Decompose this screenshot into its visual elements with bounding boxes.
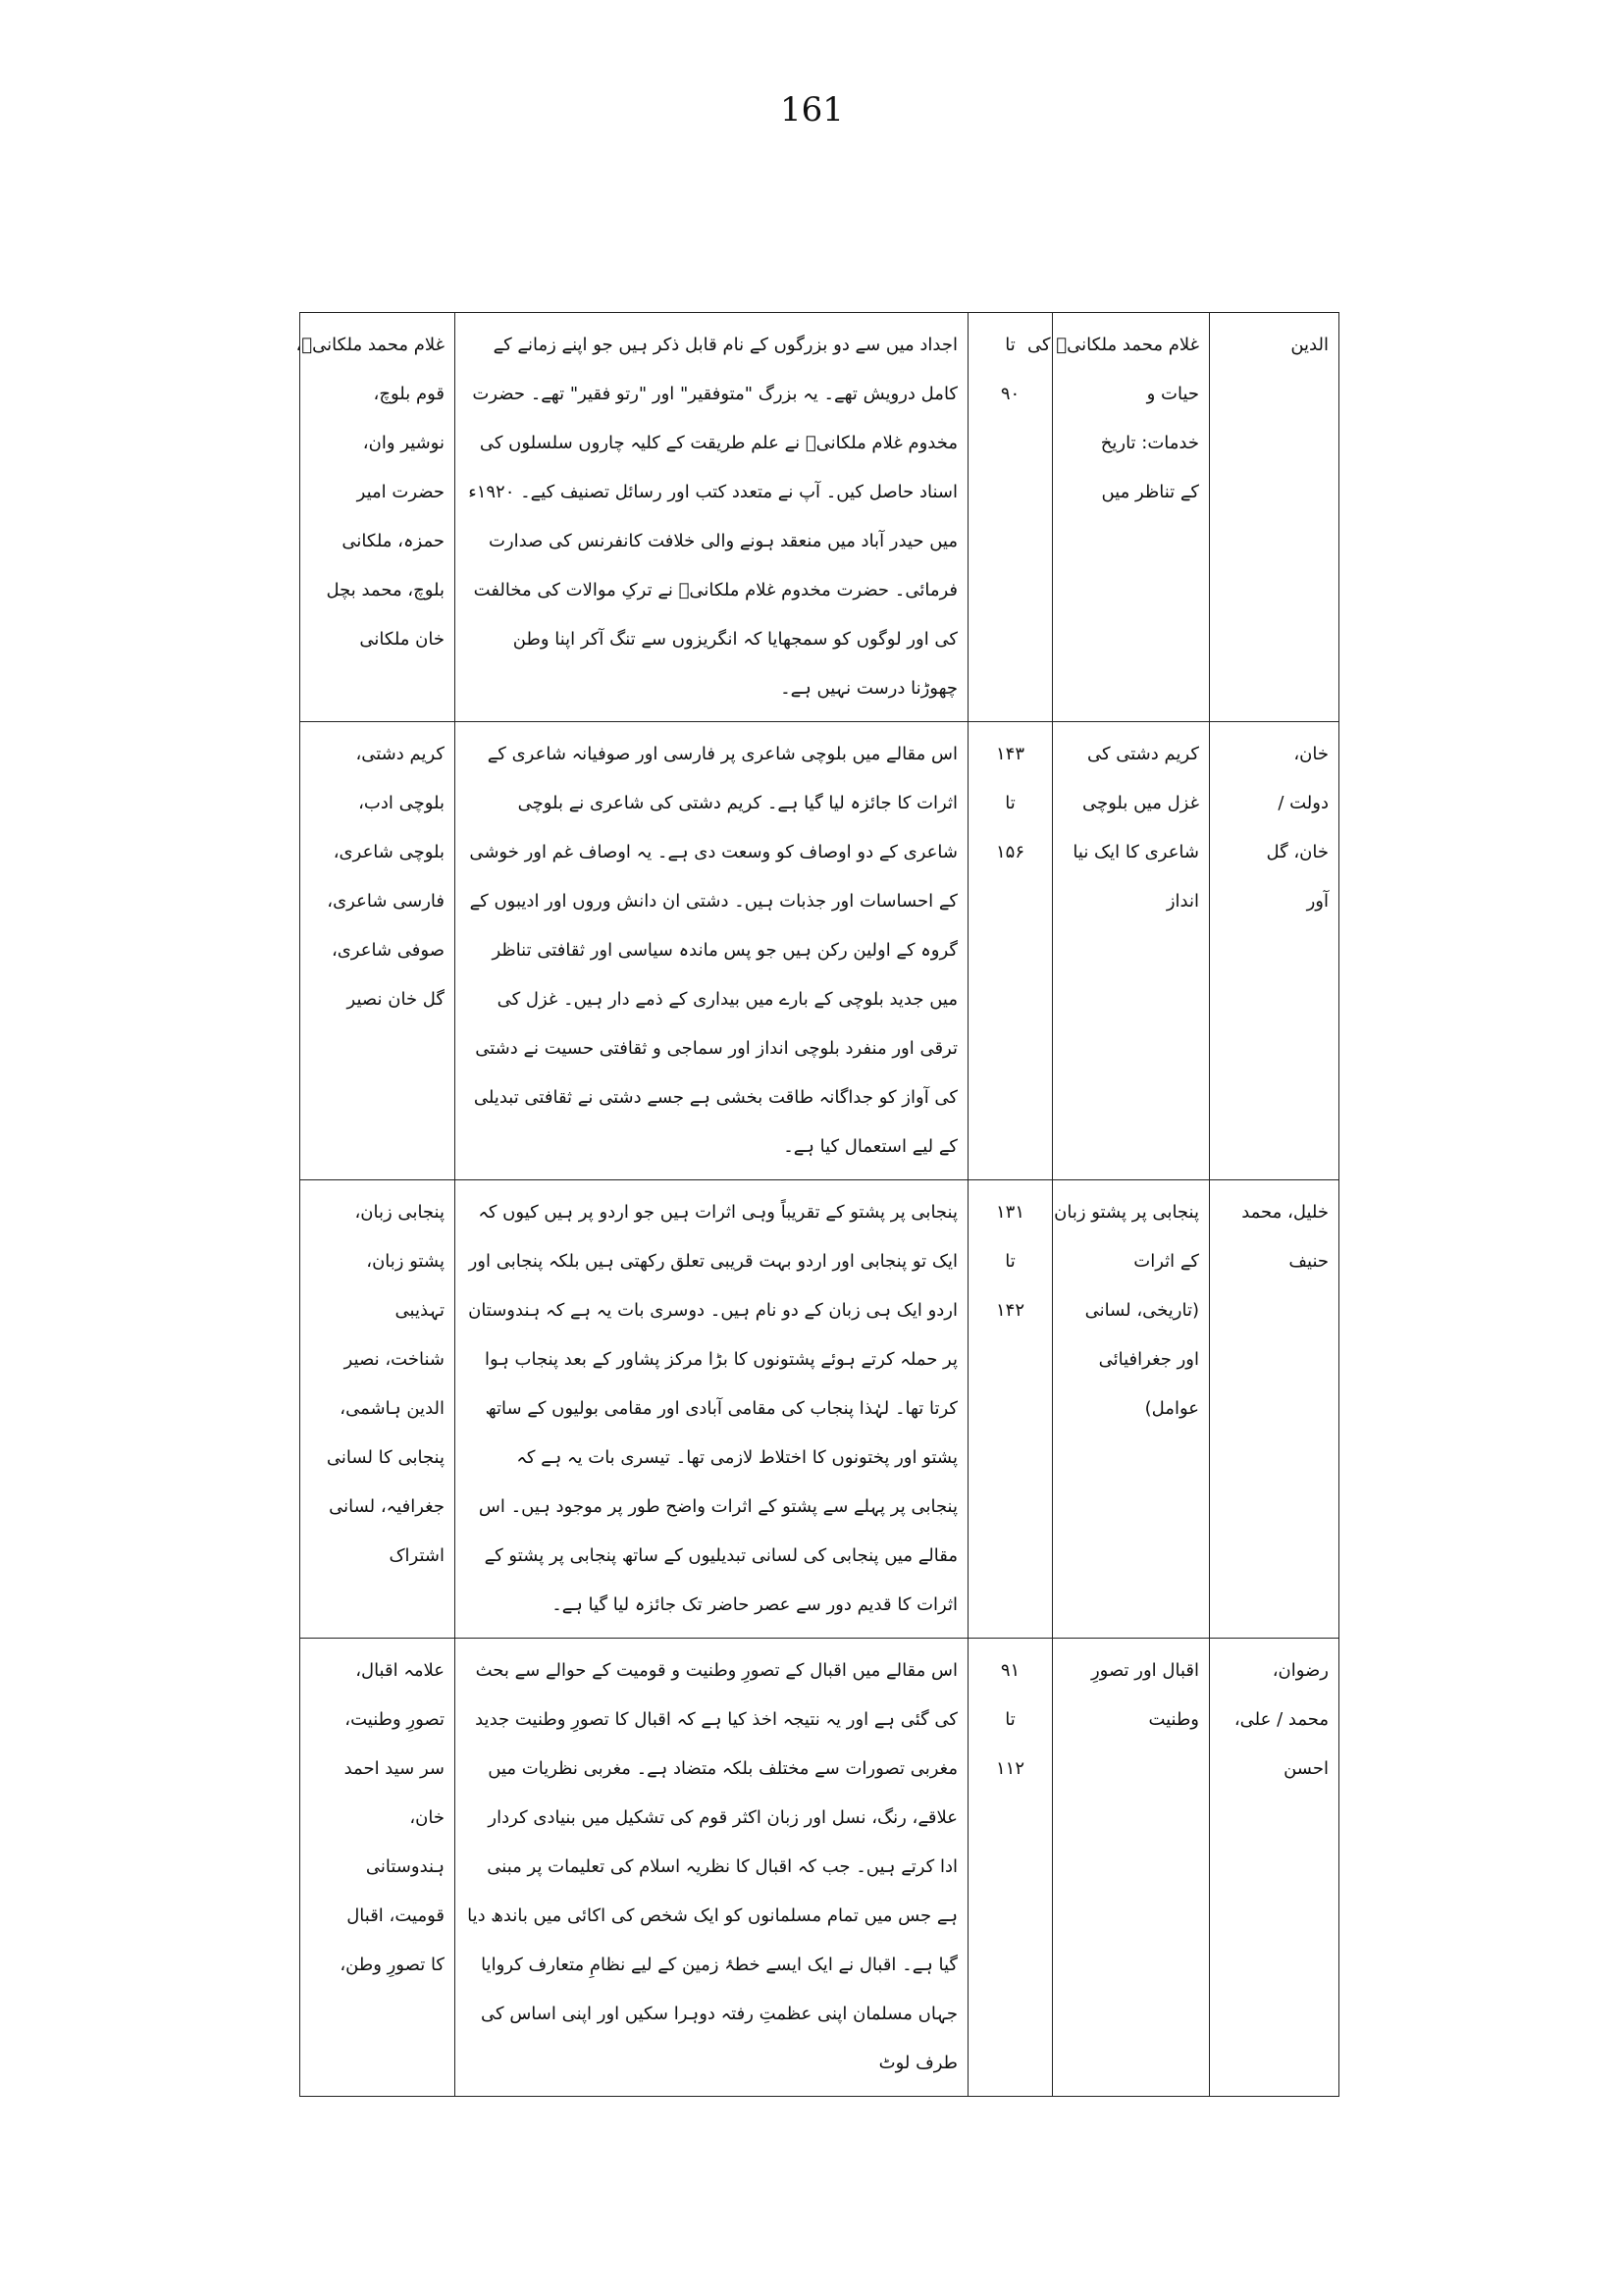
title-line: اور جغرافیائی (1098, 1349, 1199, 1370)
author-line: خان، (1293, 744, 1329, 764)
author-line: خان، گل (1266, 842, 1329, 862)
pages-line: تا (1005, 335, 1016, 355)
author-line: محمد / علی، (1233, 1709, 1329, 1730)
keyword-item: پنجابی کا لسانی (326, 1447, 445, 1468)
keyword-item: کریم دشتی، (355, 744, 445, 764)
table-body (295, 313, 1339, 2097)
keywords-cell (300, 1180, 455, 1639)
title-cell (1027, 313, 1210, 722)
keyword-item: سر سید احمد (343, 1758, 445, 1779)
pages-line: تا (1005, 1251, 1016, 1272)
pages-line: ۱۱۲ (995, 1758, 1024, 1779)
keyword-item: صوفی شاعری، (331, 940, 445, 961)
title-line: عوامل) (1144, 1398, 1199, 1419)
keyword-item: الدین ہاشمی، (340, 1398, 445, 1419)
keyword-item: حضرت امیر (356, 482, 445, 502)
keyword-item: نوشیر وان، (362, 433, 445, 453)
title-line: پنجابی پر پشتو زبان (1054, 1202, 1199, 1223)
keyword-item: تصورِ وطنیت، (344, 1709, 445, 1730)
table-row (300, 722, 1339, 1180)
pages-line: تا (1005, 1709, 1016, 1730)
author-cell (1210, 313, 1339, 722)
pages-line: ۹۰ (1000, 384, 1021, 404)
title-line: حیات و (1146, 384, 1199, 404)
bibliography-table (295, 312, 1339, 2097)
keyword-item: پشتو زبان، (366, 1251, 445, 1272)
title-cell (1053, 722, 1210, 1180)
pages-cell (969, 313, 1053, 722)
keywords-cell (295, 313, 455, 722)
table-row (300, 1639, 1339, 2097)
author-line: خلیل، محمد (1241, 1202, 1329, 1223)
title-line: کے اثرات (1133, 1251, 1199, 1272)
keyword-item: بلوچی ادب، (358, 793, 445, 813)
keyword-item: شناخت، نصیر (343, 1349, 445, 1370)
author-cell (1210, 722, 1339, 1180)
author-cell (1210, 1180, 1339, 1639)
author-line: دولت / (1278, 793, 1329, 813)
table-row (300, 313, 1339, 722)
title-cell (1053, 1180, 1210, 1639)
title-line: خدمات: تاریخ (1100, 433, 1199, 453)
keyword-item: خان ملکانی (359, 629, 445, 650)
author-line: رضوان، (1272, 1660, 1329, 1681)
keyword-item: ہندوستانی (365, 1856, 445, 1877)
pages-line: ۱۴۲ (995, 1300, 1024, 1321)
pages-cell (969, 1639, 1053, 2097)
keyword-item: حمزہ، ملکانی (341, 531, 445, 551)
pages-line: ۱۵۶ (995, 842, 1024, 862)
keyword-item: خان، (409, 1807, 445, 1828)
keyword-item: تہذیبی (394, 1300, 445, 1321)
keyword-item: بلوچ، محمد بچل (326, 580, 445, 600)
author-line: آور (1306, 891, 1329, 912)
title-line: غزل میں بلوچی (1081, 793, 1199, 813)
pages-line: ۹۱ (1000, 1660, 1021, 1681)
keyword-item: قوم بلوچ، (373, 384, 445, 404)
keyword-item: جغرافیہ، لسانی (329, 1496, 445, 1517)
keyword-item: قومیت، اقبال (346, 1905, 445, 1926)
page-number: 161 (780, 90, 844, 130)
abstract-text: اجداد میں سے دو بزرگوں کے نام قابل ذکر ہیں جو اپنے زمانے کے کامل درویش تھے۔ یہ بزرگ "متوفقیر" اور "رتو فقیر" تھے۔ حضرت مخدوم غلام ملکانیؒ نے علم طریقت کے کلیہ چاروں سلسلوں کی اسناد حاصل کیں۔ آپ نے متعدد کتب اور رسائل تصنیف کیے۔ ۱۹۲۰ء میں حیدر آباد میں منعقد ہونے والی خلافت کانفرنس کی صدارت فرمائی۔ حضرت مخدوم غلام ملکانیؒ نے ترکِ موالات کی مخالفت کی اور لوگوں کو سمجھایا کہ انگریزوں سے تنگ آکر اپنا وطن چھوڑنا درست نہیں ہے۔ (468, 335, 958, 699)
keyword-item: بلوچی شاعری، (333, 842, 445, 862)
title-line: (تاریخی، لسانی (1084, 1300, 1199, 1321)
abstract-text: اس مقالے میں بلوچی شاعری پر فارسی اور صوفیانہ شاعری کے اثرات کا جائزہ لیا گیا ہے۔ کریم دشتی کی شاعری نے بلوچی شاعری کے دو اوصاف کو وسعت دی ہے۔ یہ اوصاف غم اور خوشی کے احساسات اور جذبات ہیں۔ دشتی ان دانش وروں اور ادیبوں کے گروہ کے اولین رکن ہیں جو پس ماندہ سیاسی اور ثقافتی تناظر میں جدید بلوچی کے بارے میں بیداری کے ذمے دار ہیں۔ غزل کی ترقی اور منفرد بلوچی انداز اور سماجی و ثقافتی حسیت نے دشتی کی آواز کو جداگانہ طاقت بخشی ہے جسے دشتی نے ثقافتی تبدیلی کے لیے استعمال کیا ہے۔ (469, 744, 958, 1157)
keywords-cell (300, 722, 455, 1180)
keyword-item: علامہ اقبال، (355, 1660, 445, 1681)
pages-line: ۱۴۳ (995, 744, 1024, 764)
title-line: وطنیت (1148, 1709, 1199, 1730)
pages-cell (969, 722, 1053, 1180)
keyword-item: اشتراک (389, 1545, 445, 1566)
author-cell (1210, 1639, 1339, 2097)
title-line: کریم دشتی کی (1086, 744, 1199, 764)
abstract-cell (455, 1639, 969, 2097)
title-cell (1053, 1639, 1210, 2097)
keyword-item: فارسی شاعری، (327, 891, 445, 912)
pages-cell (969, 1180, 1053, 1639)
keyword-item: پنجابی زبان، (354, 1202, 445, 1223)
keywords-cell (300, 1639, 455, 2097)
title-line: انداز (1166, 891, 1199, 912)
title-line: شاعری کا ایک نیا (1073, 842, 1199, 862)
abstract-text: پنجابی پر پشتو کے تقریباً وہی اثرات ہیں جو اردو پر ہیں کیوں کہ ایک تو پنجابی اور اردو بہت قریبی تعلق رکھتی ہیں بلکہ پنجابی اور اردو ایک ہی زبان کے دو نام ہیں۔ دوسری بات یہ ہے کہ ہندوستان پر حملہ کرتے ہوئے پشتونوں کا بڑا مرکز پشاور کے بعد پنجاب ہوا کرتا تھا۔ لہٰذا پنجاب کی مقامی آبادی اور مقامی بولیوں کے ساتھ پشتو اور پختونوں کا اختلاط لازمی تھا۔ تیسری بات یہ ہے کہ پنجابی پر پہلے سے پشتو کے اثرات واضح طور پر موجود ہیں۔ اس مقالے میں پنجابی کی لسانی تبدیلیوں کے ساتھ پنجابی پر پشتو کے اثرات کا قدیم دور سے عصر حاضر تک جائزہ لیا گیا ہے۔ (468, 1202, 958, 1615)
keyword-item: کا تصورِ وطن، (340, 1955, 445, 1975)
abstract-cell (455, 722, 969, 1180)
abstract-cell (455, 1180, 969, 1639)
abstract-text: اس مقالے میں اقبال کے تصورِ وطنیت و قومیت کے حوالے سے بحث کی گئی ہے اور یہ نتیجہ اخذ کیا ہے کہ اقبال کا تصورِ وطنیت جدید مغربی تصورات سے مختلف بلکہ متضاد ہے۔ مغربی نظریات میں علاقے، رنگ، نسل اور زبان اکثر قوم کی تشکیل میں بنیادی کردار ادا کرتے ہیں۔ جب کہ اقبال کا نظریہ اسلام کی تعلیمات پر مبنی ہے جس میں تمام مسلمانوں کو ایک شخص کی اکائی میں باندھ دیا گیا ہے۔ اقبال نے ایک ایسے خطۂ زمین کے لیے نظامِ متعارف کروایا جہاں مسلمان اپنی عظمتِ رفتہ دوہرا سکیں اور اپنی اساس کی طرف لوٹ (467, 1660, 958, 2073)
author-line: الدین (1290, 335, 1329, 355)
keyword-item: غلام محمد ملکانیؒ، (295, 335, 445, 355)
author-line: حنیف (1288, 1251, 1329, 1272)
title-line: غلام محمد ملکانیؒ کی (1027, 335, 1199, 355)
title-line: اقبال اور تصورِ (1090, 1660, 1199, 1681)
title-line: کے تناظر میں (1101, 482, 1199, 502)
table-row (300, 1180, 1339, 1639)
pages-line: تا (1005, 793, 1016, 813)
pages-line: ۱۳۱ (995, 1202, 1024, 1223)
abstract-cell (455, 313, 969, 722)
author-line: احسن (1283, 1758, 1329, 1779)
keyword-item: گل خان نصیر (346, 989, 445, 1010)
